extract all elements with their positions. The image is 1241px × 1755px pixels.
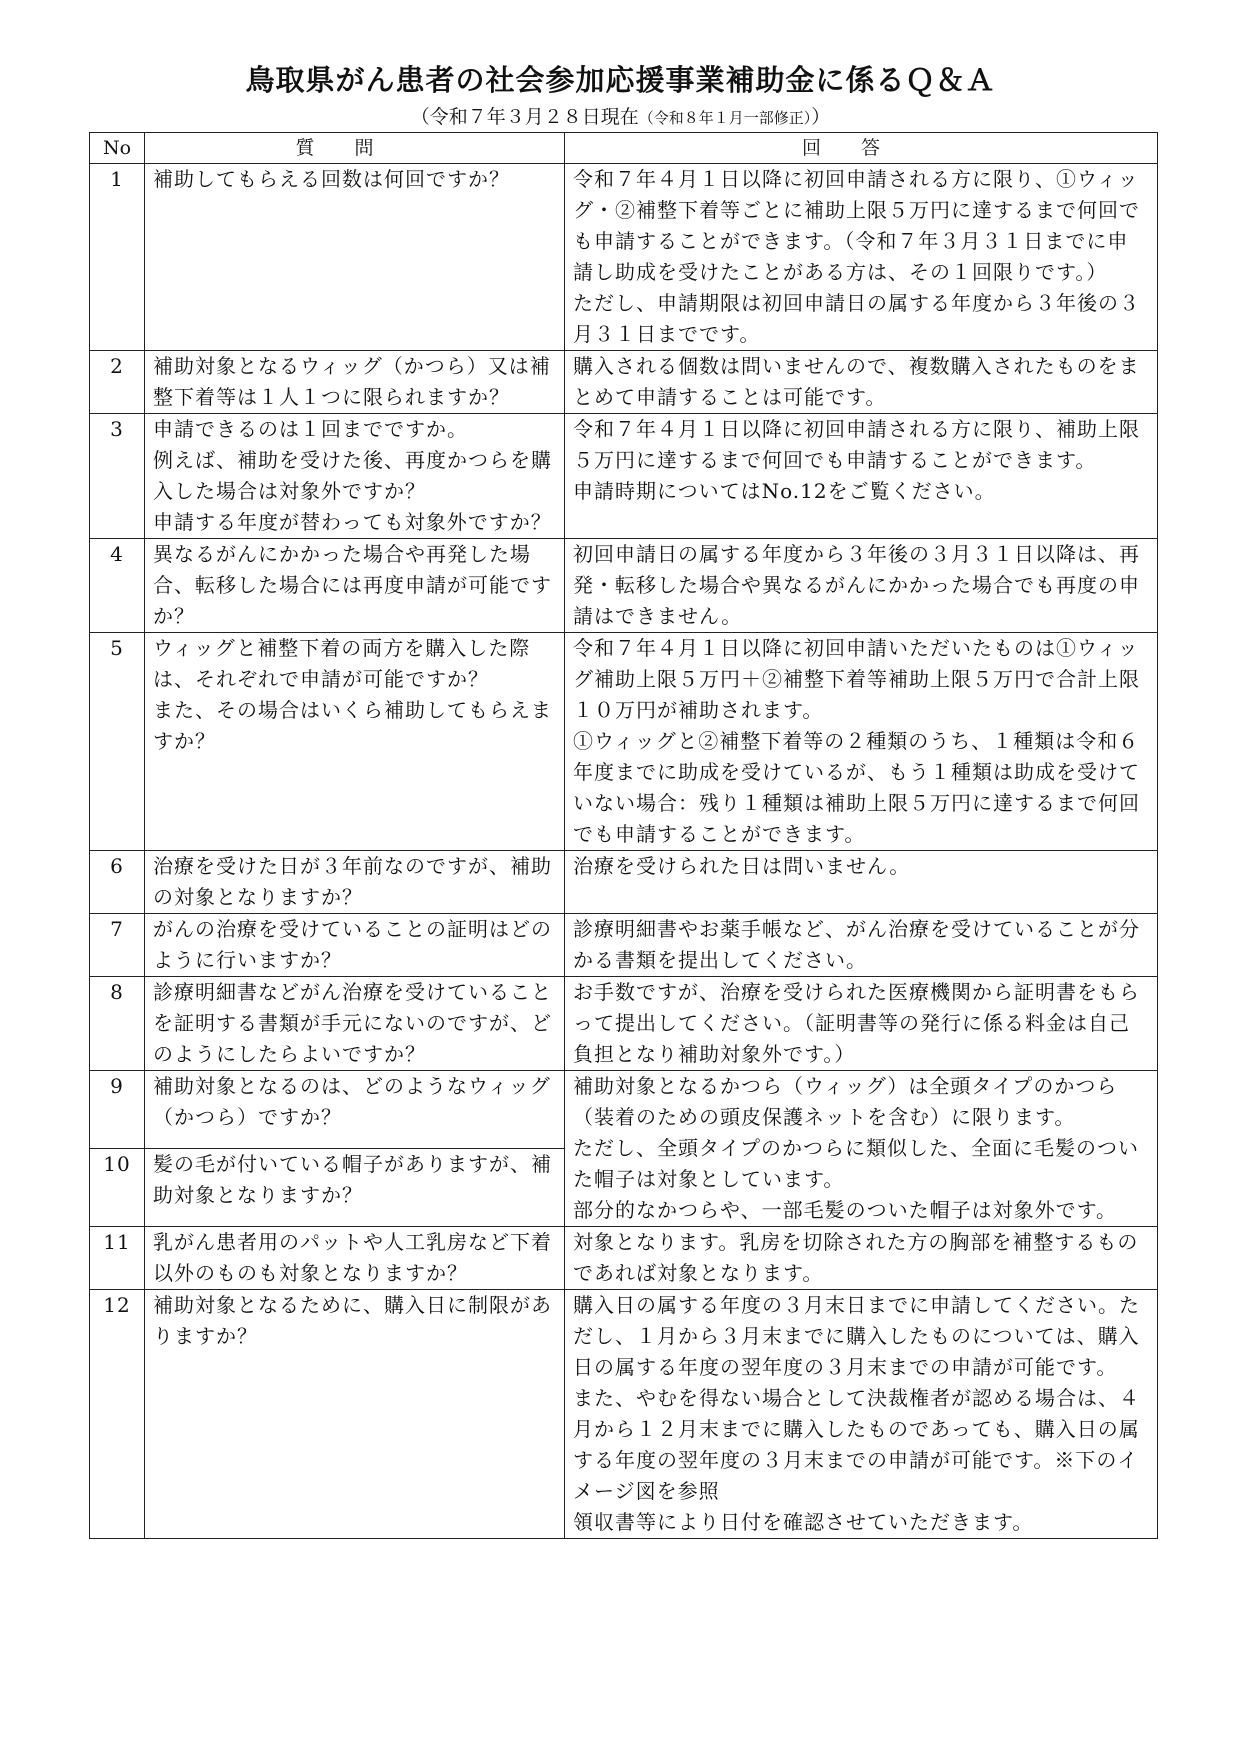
row-number: 12 [90,1290,145,1539]
question-cell: 乳がん患者用のパットや人工乳房など下着以外のものも対象となりますか？ [145,1227,565,1290]
answer-paragraph: 対象となります。乳房を切除された方の胸部を補整するものであれば対象となります。 [573,1230,1139,1285]
answer-cell [565,977,1158,1071]
answer-cell [565,1290,1158,1539]
answer-paragraph: 購入日の属する年度の３月末日までに申請してください。ただし、１月から３月末までに購入したものについては、購入日の属する年度の翌年度の３月末までの申請が可能です。 [573,1293,1140,1379]
table-row [90,414,1158,539]
question-cell: 髪の毛が付いている帽子がありますが、補助対象となりますか？ [145,1149,565,1227]
table-header-row [90,133,1158,164]
table-row [90,633,1158,851]
answer-paragraph: 令和７年４月１日以降に初回申請される方に限り、①ウィッグ・②補整下着等ごとに補助上限５万円に達するまで何回でも申請することができます。（令和７年３月３１日までに申請し助成を受けたことがある方は、その１回限りです。） [573,167,1140,284]
question-cell: がんの治療を受けていることの証明はどのように行いますか？ [145,914,565,977]
row-number: 9 [90,1071,145,1149]
question-paragraph: ウィッグと補整下着の両方を購入した際は、それぞれで申請が可能ですか？ [153,636,531,691]
answer-cell [565,1227,1158,1290]
answer-cell [565,1071,1158,1227]
row-number: 7 [90,914,145,977]
question-paragraph: 申請する年度が替わっても対象外ですか？ [153,510,552,534]
answer-cell [565,539,1158,633]
qa-table [89,132,1158,1539]
question-cell [145,414,565,539]
answer-paragraph: ①ウィッグと②補整下着等の２種類のうち、１種類は令和６年度までに助成を受けているが、もう１種類は助成を受けていない場合：残り１種類は補助上限５万円に達するまで何回でも申請することができます。 [573,729,1140,846]
answer-paragraph: 補助対象となるかつら（ウィッグ）は全頭タイプのかつら（装着のための頭皮保護ネットを含む）に限ります。 [573,1074,1118,1129]
answer-paragraph: お手数ですが、治療を受けられた医療機関から証明書をもらって提出してください。（証明書等の発行に係る料金は自己負担となり補助対象外です。） [573,980,1140,1066]
question-cell [145,633,565,851]
question-cell: 異なるがんにかかった場合や再発した場合、転移した場合には再度申請が可能ですか？ [145,539,565,633]
row-number: 1 [90,164,145,351]
row-number: 6 [90,851,145,914]
answer-cell [565,164,1158,351]
answer-paragraph: 診療明細書やお薬手帳など、がん治療を受けていることが分かる書類を提出してください。 [573,917,1140,972]
answer-paragraph: 領収書等により日付を確認させていただきます。 [573,1510,1034,1534]
table-row [90,1227,1158,1290]
row-number: 8 [90,977,145,1071]
answer-paragraph: ただし、全頭タイプのかつらに類似した、全面に毛髪のついた帽子は対象としています。 [573,1136,1139,1191]
answer-cell [565,351,1158,414]
answer-paragraph: また、やむを得ない場合として決裁権者が認める場合は、４月から１２月末までに購入したものであっても、購入日の属する年度の翌年度の３月末までの申請が可能です。※下のイメージ図を参照 [573,1386,1140,1503]
table-row [90,1071,1158,1149]
table-row [90,977,1158,1071]
date-main: （令和７年３月２８日現在 [410,106,639,128]
question-paragraph: 申請できるのは１回までですか。 [153,417,468,441]
question-paragraph: 例えば、補助を受けた後、再度かつらを購入した場合は対象外ですか？ [153,448,552,503]
question-cell: 補助対象となるのは、どのようなウィッグ（かつら）ですか？ [145,1071,565,1149]
answer-paragraph: 申請時期についてはNo.12をご覧ください。 [573,479,996,503]
table-row [90,851,1158,914]
question-paragraph: また、その場合はいくら補助してもらえますか？ [153,698,552,753]
answer-paragraph: 初回申請日の属する年度から３年後の３月３１日以降は、再発・転移した場合や異なるがんにかかった場合でも再度の申請はできません。 [573,542,1140,628]
row-number: 2 [90,351,145,414]
question-cell: 治療を受けた日が３年前なのですが、補助の対象となりますか？ [145,851,565,914]
question-cell: 補助対象となるウィッグ（かつら）又は補整下着等は１人１つに限られますか？ [145,351,565,414]
question-cell: 補助してもらえる回数は何回ですか？ [145,164,565,351]
answer-paragraph: 令和７年４月１日以降に初回申請される方に限り、補助上限５万円に達するまで何回でも申請することができます。 [573,417,1140,472]
header-no: No [90,133,145,164]
answer-cell [565,914,1158,977]
date-close: ） [811,106,831,128]
row-number: 4 [90,539,145,633]
table-row [90,1290,1158,1539]
answer-cell [565,851,1158,914]
row-number: 10 [90,1149,145,1227]
table-row [90,351,1158,414]
answer-cell [565,414,1158,539]
page-title: 鳥取県がん患者の社会参加応援事業補助金に係るＱ＆Ａ [245,63,996,97]
header-question: 質問 [145,133,565,164]
answer-paragraph: 部分的なかつらや、一部毛髪のついた帽子は対象外です。 [573,1198,1117,1222]
answer-paragraph: ただし、申請期限は初回申請日の属する年度から３年後の３月３１日までです。 [573,291,1140,346]
answer-paragraph: 令和７年４月１日以降に初回申請いただいたものは①ウィッグ補助上限５万円＋②補整下着等補助上限５万円で合計上限１０万円が補助されます。 [573,636,1140,722]
revision-note: （令和８年１月一部修正） [638,109,812,127]
answer-cell [565,633,1158,851]
answer-paragraph: 購入される個数は問いませんので、複数購入されたものをまとめて申請することは可能です。 [573,354,1140,409]
question-cell: 診療明細書などがん治療を受けていることを証明する書類が手元にないのですが、どのようにしたらよいですか？ [145,977,565,1071]
table-row [90,914,1158,977]
table-row [90,164,1158,351]
row-number: 11 [90,1227,145,1290]
answer-paragraph: 治療を受けられた日は問いません。 [573,854,911,878]
row-number: 5 [90,633,145,851]
date-subtitle [0,102,1241,129]
table-row [90,539,1158,633]
row-number: 3 [90,414,145,539]
question-cell: 補助対象となるために、購入日に制限がありますか？ [145,1290,565,1539]
header-answer: 回答 [565,133,1158,164]
